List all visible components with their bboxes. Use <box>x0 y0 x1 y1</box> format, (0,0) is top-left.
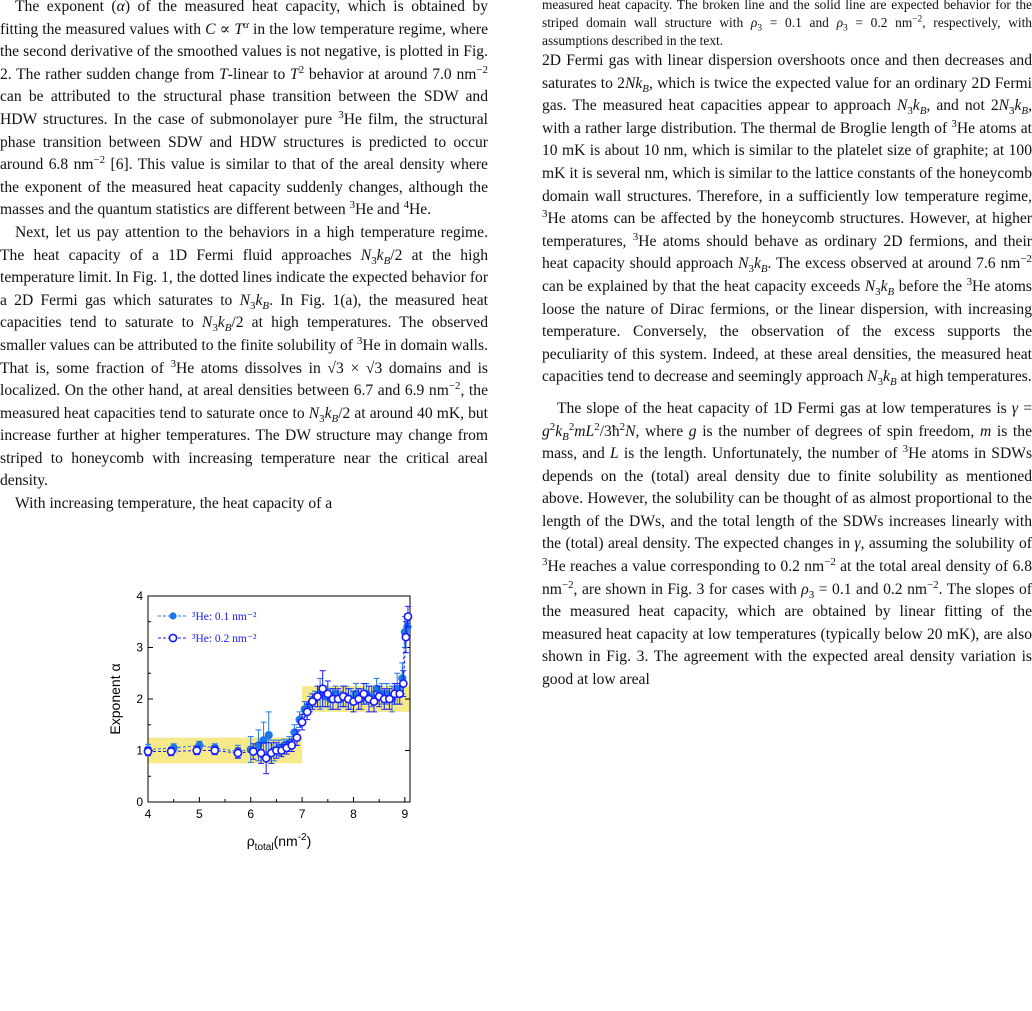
paragraph-high-temperature: Next, let us pay attention to the behaviors in a high temperature regime. The heat capacity of a 1D Fermi fluid approaches $N_3k_B/2$ at the high temperature limit. In Fig. 1, the dotted lines indicate the expected behavior for a 2D Fermi gas which saturates to $N_3k_B$. In Fig. 1(a), the measured heat capacities tend to saturate to $N_3k_B/2$ at high temperatures. The observed smaller values can be attributed to the finite solubility of $^3$He in domain walls. That is, some fraction of $^3$He atoms dissolves in √3 × √3 domains and is localized. On the other hand, at areal densities between 6.7 and 6.9 $nm^{-2}$, the measured heat capacities tend to saturate once to $N_3k_B/2$ at around 40 mK, but increase further at higher temperatures. The DW structure may change from striped to honeycomb with increasing temperature near the critical areal density. <box>0 223 489 490</box>
y-axis-label: Exponent α <box>107 663 123 735</box>
x-tick-label: 8 <box>350 807 357 821</box>
data-point-filled <box>265 731 272 738</box>
legend-marker-1 <box>169 634 176 641</box>
left-column <box>0 0 488 516</box>
data-point-open <box>314 693 321 700</box>
data-point-open <box>293 734 300 741</box>
legend-marker-0 <box>169 612 176 619</box>
y-tick-label: 2 <box>136 692 143 706</box>
y-tick-label: 1 <box>136 743 143 758</box>
paragraph-slope: The slope of the heat capacity of 1D Fermi gas at low temperatures is $\gamma = g^2k_B^2mL^2/3ħ^2N$, where g is the number of degrees of spin freedom, m is the mass, and L is the length. Unfortunately, the number of $^3$He atoms in SDWs depends on the (total) areal density due to finite solubility as mentioned above. However, the solubility can be thought of as almost proportional to the length of the DWs, and the total length of the SDWs increases linearly with the (total) areal density. The expected changes in γ, assuming the solubility of $^3$He reaches a value corresponding to 0.2 $nm^{-2}$ at the total areal density of 6.8 $nm^{-2}$, are shown in Fig. 3 for cases with $\rho_3 = 0.1$ and 0.2 $nm^{-2}$. The slopes of the measured heat capacity, which are obtained by linear fitting of the measured heat capacity at low temperatures (typically below 20 mK), are also shown in Fig. 3. The agreement with the expected areal density variation is good at low areal <box>542 399 1032 689</box>
figure-2-exponent-chart <box>80 590 420 990</box>
x-tick-label: 6 <box>247 807 255 821</box>
right-column <box>542 0 1032 692</box>
data-point-open <box>144 748 151 755</box>
y-tick-label: 4 <box>136 589 143 603</box>
data-point-open <box>234 749 241 756</box>
data-point-open <box>404 613 411 620</box>
data-point-open <box>400 680 407 687</box>
data-point-open <box>193 747 200 754</box>
data-point-open <box>250 748 257 755</box>
paragraph-linear-dispersion: 2D Fermi gas with linear dispersion overshoots once and then decreases and saturates to $2Nk_B$, which is twice the expected value for an ordinary 2D Fermi gas. The measured heat capacities appear to approach $N_3k_B$, and not $2N_3k_B$, with a rather large distribution. The thermal de Broglie length of $^3$He atoms at 10 mK is about 10 nm, which is similar to the platelet size of graphite; at 100 mK it is several nm, which is similar to the lattice constants of the honeycomb domain wall structures. Therefore, in a sufficiently low temperature regime, $^3$He atoms can be affected by the honeycomb structures. However, at higher temperatures, $^3$He atoms should behave as ordinary 2D fermions, and their heat capacity should approach $N_3k_B$. The excess observed at around 7.6 $nm^{-2}$ can be explained by that the heat capacity exceeds $N_3k_B$ before the $^3$He atoms loose the nature of Dirac fermions, or the linear dispersion, with increasing temperature. Conversely, the observation of the excess supports the peculiarity of this system. Indeed, at these areal densities, the measured heat capacities tend to decrease and seemingly approach $N_3k_B$ at high temperatures. <box>542 52 1032 389</box>
paragraph-exponent: The exponent (α) of the measured heat capacity, which is obtained by fitting the measured values with $C \propto T^\alpha$ in the low temperature regime, where the second derivative of the smoothed values is not negative, is plotted in Fig. 2. The rather sudden change from T-linear to $T^2$ behavior at around 7.0 $nm^{-2}$ can be attributed to the structural phase transition between the SDW and HDW structures. In the case of submonolayer pure $^3$He film, the structural phase transition between SDW and HDW structures is predicted to occur around 6.8 $nm^{-2}$ [6]. This value is similar to that of the areal density where the exponent of the measured heat capacity suddenly changes, although the masses and the quantum statistics are different between $^3$He and $^4$He. <box>0 0 489 219</box>
x-tick-label: 5 <box>196 807 203 821</box>
x-tick-label: 4 <box>144 807 152 821</box>
chart-svg <box>80 590 420 990</box>
data-point-open <box>402 634 409 641</box>
data-point-open <box>211 747 218 754</box>
x-tick-label: 7 <box>298 807 306 821</box>
y-tick-label: 0 <box>136 795 143 809</box>
data-point-open <box>168 748 175 755</box>
figure-caption: measured heat capacity. The broken line and the solid line are expected behavior for the striped domain wall structure with $\rho_3 = 0.1$ and $\rho_3 = 0.2$ $nm^{-2}$, respectively, with assumptions described in the text. <box>542 0 1032 48</box>
legend-label-1: ³He: 0.2 nm⁻² <box>192 633 257 645</box>
y-tick-label: 3 <box>136 640 143 655</box>
x-tick-label: 9 <box>401 807 409 821</box>
paragraph-increasing-temperature: With increasing temperature, the heat capacity of a <box>15 495 333 513</box>
x-axis-label: $\rho_{total}(nm^{-2})$ <box>246 832 312 853</box>
legend-label-0: ³He: 0.1 nm⁻² <box>192 611 257 623</box>
